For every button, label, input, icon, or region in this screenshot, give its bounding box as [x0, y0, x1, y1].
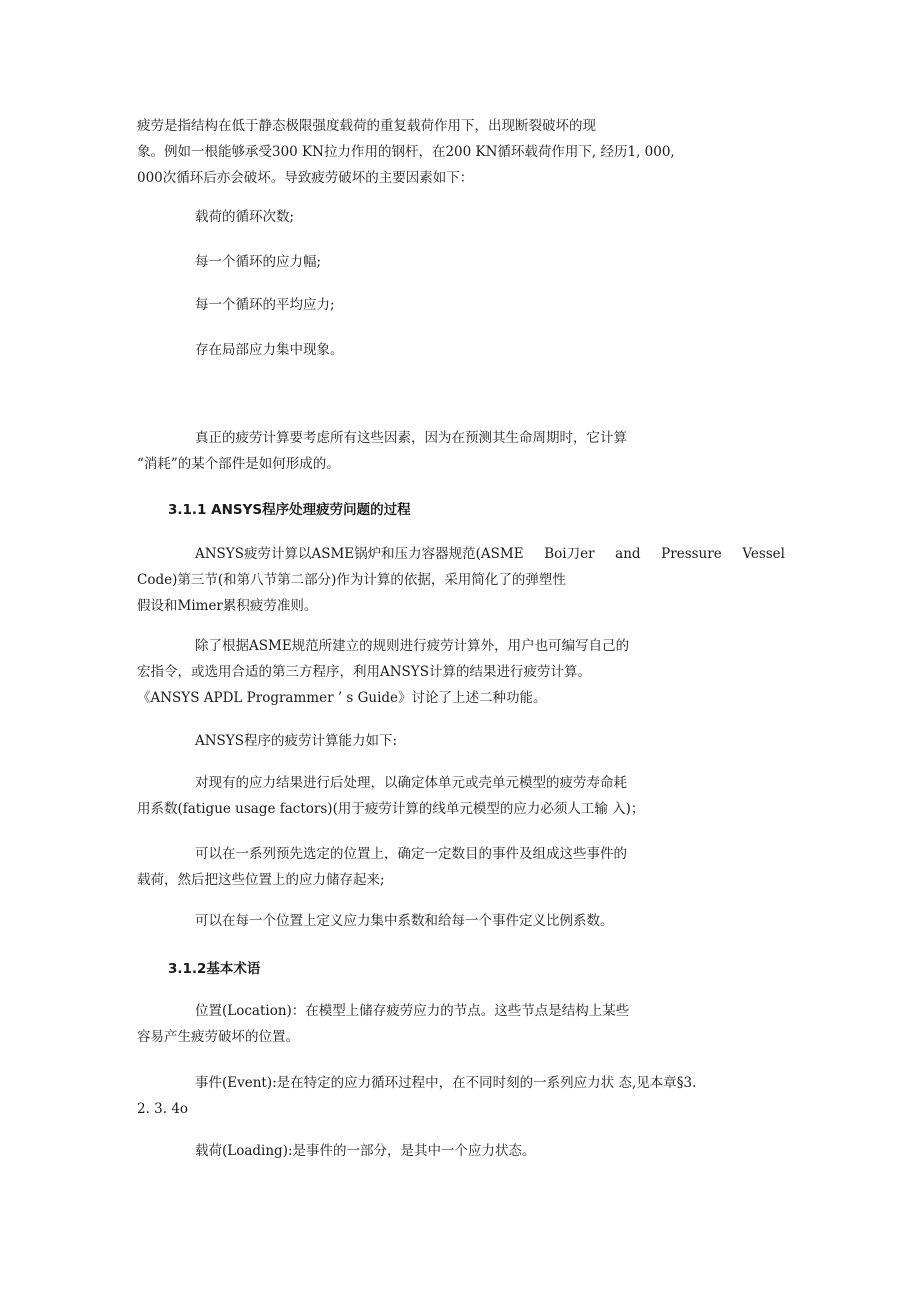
macro-paragraph [137, 633, 787, 711]
capability-intro: ANSYS程序的疲劳计算能力如下: [195, 733, 398, 749]
term-event-line-2: 2. 3. 4o [137, 1101, 189, 1117]
asme-word: ANSYS疲劳计算以ASME锅炉和压力容器规范(ASME [195, 546, 524, 562]
factor-item: 每一个循环的平均应力; [195, 297, 335, 313]
capability-3: 可以在每一个位置上定义应力集中系数和给每一个事件定义比例系数。 [195, 913, 614, 929]
term-event-line-1: 事件(Event):是在特定的应力循环过程中，在不同时刻的一系列应力状 态,见本章§3. [195, 1075, 697, 1091]
intro-line-1: 疲劳是指结构在低于静态极限强度载荷的重复载荷作用下，出现断裂破坏的现 [137, 118, 596, 134]
capability-1-line-2: 用系数(fatigue usage factors)(用于疲劳计算的线单元模型的应力必须人工输 入)； [137, 801, 645, 817]
asme-word: Vessel [742, 546, 785, 562]
capability-2 [137, 841, 787, 893]
asme-line-2: Code)第三节(和第八节第二部分)作为计算的依据，采用简化了的弹塑性 [137, 572, 566, 588]
factor-item: 每一个循环的应力幅; [195, 254, 322, 270]
term-event [137, 1070, 787, 1122]
term-location [137, 998, 787, 1050]
macro-line-3: 《ANSYS APDL Programmer ’ s Guide》讨论了上述二种功能。 [137, 690, 547, 706]
term-location-line-1: 位置(Location)：在模型上储存疲劳应力的节点。这些节点是结构上某些 [195, 1003, 630, 1019]
factor-item: 存在局部应力集中现象。 [195, 342, 344, 358]
section-heading-3-1-1: 3.1.1 ANSYS程序处理疲劳问题的过程 [168, 502, 411, 518]
asme-line-1 [137, 541, 785, 567]
consideration-paragraph [137, 425, 787, 477]
macro-line-2: 宏指令，或选用合适的第三方程序，利用ANSYS计算的结果进行疲劳计算。 [137, 664, 591, 680]
term-location-line-2: 容易产生疲劳破坏的位置。 [137, 1029, 299, 1045]
consideration-line-1: 真正的疲劳计算要考虑所有这些因素，因为在预测其生命周期时，它计算 [195, 430, 627, 446]
asme-word: Boi刀er [544, 546, 595, 562]
capability-2-line-2: 载荷，然后把这些位置上的应力储存起来; [137, 872, 385, 888]
asme-line-3: 假设和Mimer累积疲劳准则。 [137, 598, 318, 614]
intro-line-2: 象。例如一根能够承受300 KN拉力作用的钢杆，在200 KN循环载荷作用下, 经历1, 000, [137, 144, 675, 160]
capability-2-line-1: 可以在一系列预先选定的位置上，确定一定数目的事件及组成这些事件的 [195, 846, 627, 862]
factor-item: 载荷的循环次数; [195, 209, 295, 225]
intro-paragraph [137, 113, 787, 191]
asme-word: and [615, 546, 641, 562]
capability-1 [137, 770, 787, 822]
asme-word: Pressure [661, 546, 722, 562]
intro-line-3: 000次循环后亦会破坏。导致疲劳破坏的主要因素如下： [137, 170, 474, 186]
consideration-line-2: “消耗”的某个部件是如何形成的。 [137, 456, 340, 472]
capability-1-line-1: 对现有的应力结果进行后处理，以确定体单元或壳单元模型的疲劳寿命耗 [195, 775, 627, 791]
macro-line-1: 除了根据ASME规范所建立的规则进行疲劳计算外，用户也可编写自己的 [195, 638, 630, 654]
section-heading-3-1-2: 3.1.2基本术语 [168, 961, 261, 977]
asme-paragraph [137, 541, 787, 619]
term-loading: 载荷(Loading):是事件的一部分，是其中一个应力状态。 [195, 1143, 536, 1159]
